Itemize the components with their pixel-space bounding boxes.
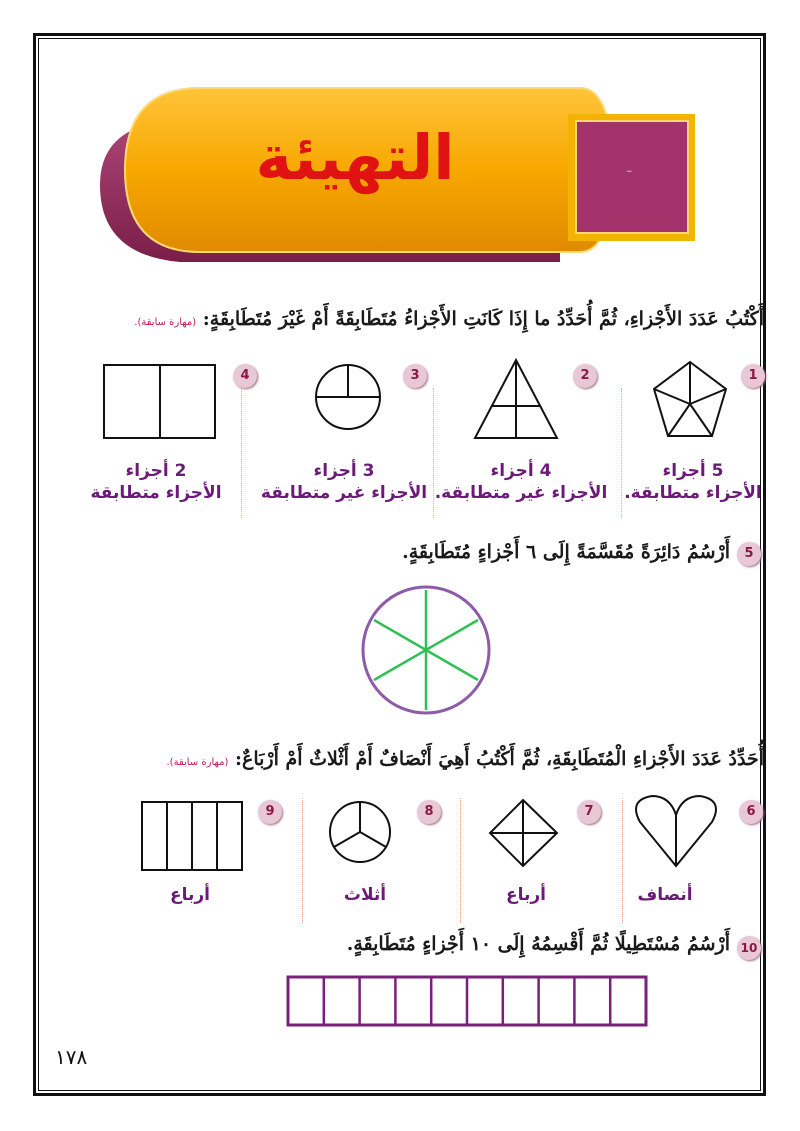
item-number-10: 10 <box>737 936 761 960</box>
item2-status: الأجزاء غير متطابقة. <box>434 483 608 503</box>
item2-count: 4 أجزاء <box>490 461 552 481</box>
section2-instruction: أَرْسُمُ دَائِرَةً مُقَسَّمَةً إِلَى ٦ أَجْزاءٍ مُتَطَابِقَةٍ. <box>402 541 730 563</box>
item-number-2: 2 <box>573 364 597 388</box>
item-number-1: 1 <box>741 364 765 388</box>
item3-count: 3 أجزاء <box>313 461 375 481</box>
section3-skill-note: (مهارة سابقة). <box>166 757 229 768</box>
item6-answer: أنصاف <box>637 885 693 905</box>
item-number-7: 7 <box>577 800 601 824</box>
item9-answer: أرباع <box>170 885 210 905</box>
item-number-4: 4 <box>233 364 257 388</box>
page-title: التهيئة <box>255 121 455 194</box>
item4-status: الأجزاء متطابقة <box>90 483 222 503</box>
section3-instruction-text: أُحَدِّدُ عَدَدَ الأَجْزاءِ الْمُتَطَابِقَةِ، ثُمَّ أَكْتُبُ أَهِيَ أَنْصَافٌ أَمْ أَثْلاثٌ أَمْ أَرْبَاعٌ: <box>235 748 764 770</box>
item8-answer: أثلاث <box>343 885 387 905</box>
item7-answer: أرباع <box>506 885 546 905</box>
item-number-9: 9 <box>258 800 282 824</box>
page-number: ١٧٨ <box>55 1045 88 1069</box>
section4-instruction: أَرْسُمُ مُسْتَطِيلًا ثُمَّ أَقْسِمُهُ إِلَى ١٠ أَجْزاءٍ مُتَطَابِقَةٍ. <box>346 933 730 955</box>
section1-skill-note: (مهارة سابقة). <box>134 317 197 328</box>
item-number-5: 5 <box>737 542 761 566</box>
section1-instruction-text: أَكْتُبُ عَدَدَ الأَجْزاءِ، ثُمَّ أُحَدِّدُ ما إِذَا كَانَتِ الأَجْزاءُ مُتَطَابِقَةً أَمْ غَيْرَ مُتَطَابِقَةٍ: <box>202 308 764 330</box>
item-number-8: 8 <box>417 800 441 824</box>
item1-count: 5 أجزاء <box>662 461 724 481</box>
item-number-3: 3 <box>403 364 427 388</box>
item4-count: 2 أجزاء <box>125 461 187 481</box>
banner-square-mark: - <box>626 160 633 181</box>
item1-status: الأجزاء متطابقة. <box>624 483 762 503</box>
item3-status: الأجزاء غير متطابقة <box>260 483 428 503</box>
item-number-6: 6 <box>739 800 763 824</box>
